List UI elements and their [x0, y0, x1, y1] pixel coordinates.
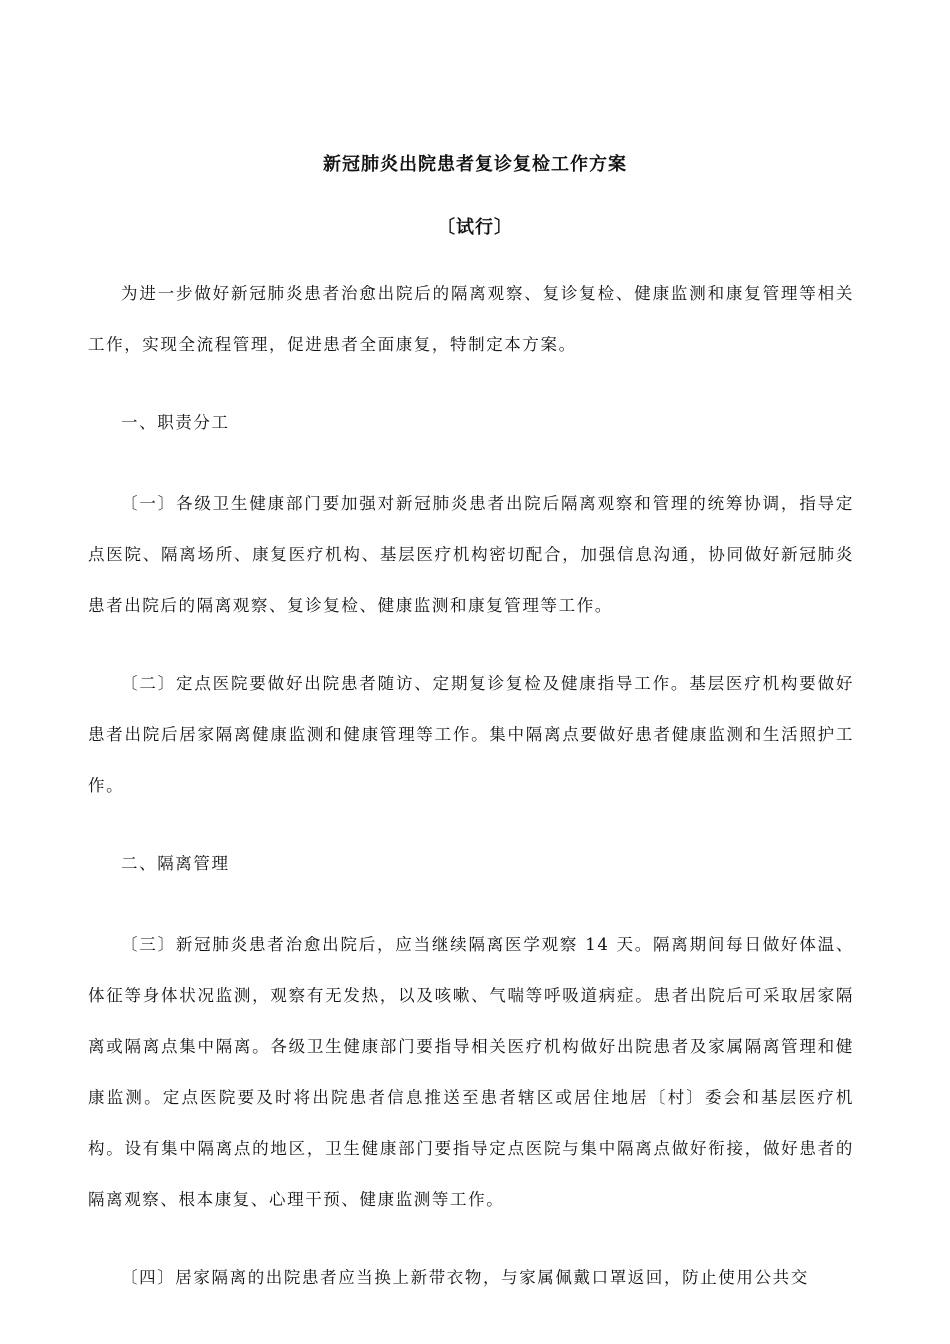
paragraph-item-1: 〔一〕各级卫生健康部门要加强对新冠肺炎患者出院后隔离观察和管理的统筹协调，指导定点医院、隔离场所、康复医疗机构、基层医疗机构密切配合，加强信息沟通，协同做好新冠肺炎患者出院后的隔离观察、复诊复检、健康监测和康复管理等工作。 — [88, 494, 854, 615]
document-title: 新冠肺炎出院患者复诊复检工作方案 — [323, 154, 627, 175]
section-heading-isolation: 二、隔离管理 — [121, 854, 230, 873]
paragraph-item-3: 〔三〕新冠肺炎患者治愈出院后，应当继续隔离医学观察 14 天。隔离期间每日做好体温、体征等身体状况监测，观察有无发热，以及咳嗽、气喘等呼吸道病症。患者出院后可采取居家隔离或隔离点集中隔离。各级卫生健康部门要指导相关医疗机构做好出院患者及家属隔离管理和健康监测。定点医院要及时将出院患者信息推送至患者辖区或居住地居〔村〕委会和基层医疗机构。设有集中隔离点的地区，卫生健康部门要指导定点医院与集中隔离点做好衔接，做好患者的隔离观察、根本康复、心理干预、健康监测等工作。 — [88, 935, 854, 1209]
document-subtitle: 〔试行〕 — [437, 217, 513, 238]
paragraph-item-2: 〔二〕定点医院要做好出院患者随访、定期复诊复检及健康指导工作。基层医疗机构要做好患者出院后居家隔离健康监测和健康管理等工作。集中隔离点要做好患者健康监测和生活照护工作。 — [88, 674, 854, 795]
paragraph-item-4: 〔四〕居家隔离的出院患者应当换上新带衣物，与家属佩戴口罩返回，防止使用公共交 — [121, 1268, 809, 1287]
intro-paragraph: 为进一步做好新冠肺炎患者治愈出院后的隔离观察、复诊复检、健康监测和康复管理等相关工作，实现全流程管理，促进患者全面康复，特制定本方案。 — [88, 284, 854, 354]
section-heading-responsibilities: 一、职责分工 — [121, 413, 230, 432]
document-body — [88, 268, 854, 1330]
